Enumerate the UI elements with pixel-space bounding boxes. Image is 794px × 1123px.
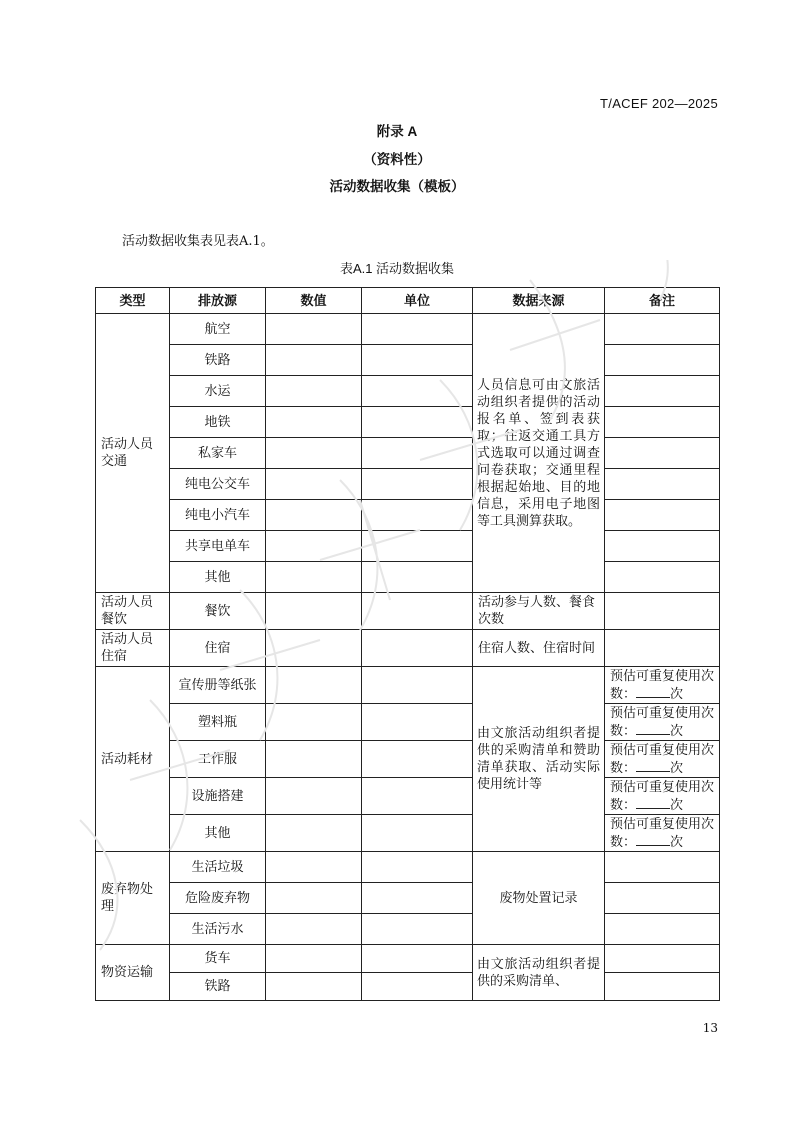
header-type: 类型 [96,288,170,314]
source-cell: 私家车 [170,438,266,469]
value-cell[interactable] [266,704,362,741]
value-cell[interactable] [266,778,362,815]
source-cell: 铁路 [170,345,266,376]
unit-cell[interactable] [362,469,473,500]
table-row [96,407,720,438]
reuse-count-blank[interactable] [636,722,670,735]
value-cell[interactable] [266,945,362,973]
header-remark: 备注 [605,288,720,314]
remark-prefix: 预估可重复使用次数： [610,779,715,813]
value-cell[interactable] [266,531,362,562]
source-cell: 设施搭建 [170,778,266,815]
data-source-cell: 住宿人数、住宿时间 [473,630,605,667]
value-cell[interactable] [266,667,362,704]
type-cell: 活动人员餐饮 [96,593,170,630]
intro-paragraph: 活动数据收集表见表A.1。 [122,234,274,249]
remark-cell[interactable] [605,852,720,883]
remark-suffix: 次 [670,686,684,702]
unit-cell[interactable] [362,667,473,704]
source-cell: 其他 [170,815,266,852]
table-row [96,815,720,852]
remark-suffix: 次 [670,723,684,739]
value-cell[interactable] [266,407,362,438]
source-cell: 纯电公交车 [170,469,266,500]
value-cell[interactable] [266,469,362,500]
value-cell[interactable] [266,314,362,345]
table-row [96,593,720,630]
remark-cell[interactable] [605,704,720,741]
unit-cell[interactable] [362,562,473,593]
document-code: T/ACEF 202—2025 [600,96,718,111]
reuse-count-blank[interactable] [636,796,670,809]
value-cell[interactable] [266,852,362,883]
remark-cell[interactable] [605,376,720,407]
source-cell: 危险废弃物 [170,883,266,914]
reuse-count-blank[interactable] [636,685,670,698]
remark-cell[interactable] [605,815,720,852]
remark-cell[interactable] [605,593,720,630]
source-cell: 铁路 [170,973,266,1001]
table-caption: 表A.1 活动数据收集 [339,261,455,276]
type-cell: 活动耗材 [96,667,170,852]
source-cell: 航空 [170,314,266,345]
source-cell: 地铁 [170,407,266,438]
remark-cell[interactable] [605,883,720,914]
table-row [96,630,720,667]
reuse-count-blank[interactable] [636,759,670,772]
unit-cell[interactable] [362,345,473,376]
value-cell[interactable] [266,883,362,914]
data-source-cell: 由文旅活动组织者提供的采购清单和赞助清单获取、活动实际使用统计等 [473,667,605,852]
source-cell: 住宿 [170,630,266,667]
table-row [96,973,720,1001]
unit-cell[interactable] [362,704,473,741]
value-cell[interactable] [266,973,362,1001]
source-cell: 工作服 [170,741,266,778]
appendix-nature: （资料性） [363,152,431,167]
data-source-cell: 活动参与人数、餐食次数 [473,593,605,630]
header-unit: 单位 [362,288,473,314]
source-cell: 塑料瓶 [170,704,266,741]
unit-cell[interactable] [362,438,473,469]
remark-cell[interactable] [605,667,720,704]
table-row [96,531,720,562]
type-cell: 活动人员交通 [96,314,170,593]
source-cell: 货车 [170,945,266,973]
remark-suffix: 次 [670,834,684,850]
remark-cell[interactable] [605,438,720,469]
remark-cell[interactable] [605,778,720,815]
source-cell: 生活污水 [170,914,266,945]
value-cell[interactable] [266,741,362,778]
source-cell: 餐饮 [170,593,266,630]
header-data-source: 数据来源 [473,288,605,314]
table-row [96,945,720,973]
page-number: 13 [702,1021,718,1035]
value-cell[interactable] [266,438,362,469]
unit-cell[interactable] [362,531,473,562]
source-cell: 宣传册等纸张 [170,667,266,704]
remark-cell[interactable] [605,630,720,667]
remark-cell[interactable] [605,345,720,376]
table-row [96,376,720,407]
header-value: 数值 [266,288,362,314]
type-cell: 废弃物处理 [96,852,170,945]
remark-suffix: 次 [670,797,684,813]
remark-suffix: 次 [670,760,684,776]
remark-cell[interactable] [605,314,720,345]
unit-cell[interactable] [362,945,473,973]
remark-cell[interactable] [605,469,720,500]
source-cell: 纯电小汽车 [170,500,266,531]
header-source: 排放源 [170,288,266,314]
remark-prefix: 预估可重复使用次数： [610,705,715,739]
data-source-cell: 废物处置记录 [473,852,605,945]
table-row [96,562,720,593]
unit-cell[interactable] [362,630,473,667]
value-cell[interactable] [266,815,362,852]
source-cell: 生活垃圾 [170,852,266,883]
reuse-count-blank[interactable] [636,833,670,846]
unit-cell[interactable] [362,852,473,883]
table-row [96,438,720,469]
remark-prefix: 预估可重复使用次数： [610,816,715,850]
table-row [96,314,720,345]
table-row [96,704,720,741]
remark-cell[interactable] [605,945,720,973]
table-row [96,883,720,914]
value-cell[interactable] [266,630,362,667]
table-row [96,500,720,531]
data-source-cell: 人员信息可由文旅活动组织者提供的活动报名单、签到表获取；往返交通工具方式选取可以通过调查问卷获取；交通里程根据起始地、目的地信息，采用电子地图等工具测算获取。 [473,314,605,593]
remark-cell[interactable] [605,914,720,945]
source-cell: 其他 [170,562,266,593]
table-header-row [96,288,720,314]
unit-cell[interactable] [362,376,473,407]
value-cell[interactable] [266,345,362,376]
activity-data-table [95,287,720,1001]
unit-cell[interactable] [362,407,473,438]
remark-cell[interactable] [605,500,720,531]
table-row [96,852,720,883]
value-cell[interactable] [266,376,362,407]
type-cell: 物资运输 [96,945,170,1001]
remark-prefix: 预估可重复使用次数： [610,742,715,776]
unit-cell[interactable] [362,778,473,815]
appendix-title: 附录 A [376,124,418,139]
unit-cell[interactable] [362,973,473,1001]
remark-cell[interactable] [605,973,720,1001]
table-row [96,469,720,500]
unit-cell[interactable] [362,815,473,852]
source-cell: 共享电单车 [170,531,266,562]
type-cell: 活动人员住宿 [96,630,170,667]
value-cell[interactable] [266,500,362,531]
source-cell: 水运 [170,376,266,407]
table-row [96,778,720,815]
data-source-cell: 由文旅活动组织者提供的采购清单、 [473,945,605,1001]
remark-cell[interactable] [605,531,720,562]
appendix-subtitle: 活动数据收集（模板） [329,179,465,194]
remark-cell[interactable] [605,562,720,593]
table-row [96,914,720,945]
unit-cell[interactable] [362,314,473,345]
value-cell[interactable] [266,562,362,593]
unit-cell[interactable] [362,741,473,778]
unit-cell[interactable] [362,914,473,945]
unit-cell[interactable] [362,500,473,531]
value-cell[interactable] [266,914,362,945]
remark-cell[interactable] [605,407,720,438]
table-row [96,345,720,376]
unit-cell[interactable] [362,883,473,914]
unit-cell[interactable] [362,593,473,630]
remark-cell[interactable] [605,741,720,778]
table-row [96,741,720,778]
table-row [96,667,720,704]
remark-prefix: 预估可重复使用次数： [610,668,715,702]
value-cell[interactable] [266,593,362,630]
